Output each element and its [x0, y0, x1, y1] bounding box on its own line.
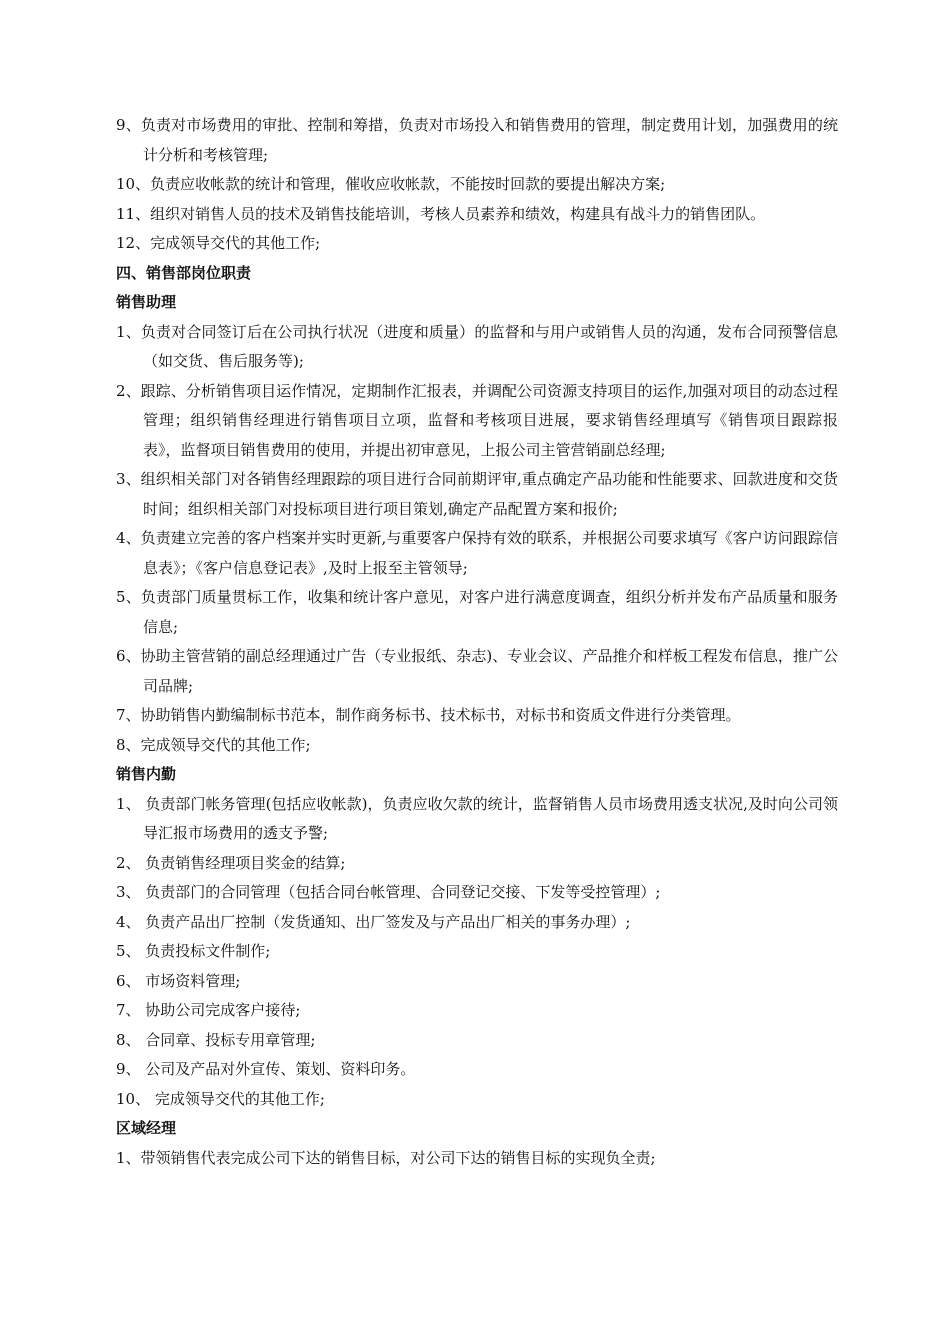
- subsection-heading-sales-clerk: 销售内勤: [116, 765, 177, 783]
- list-item: 11、组织对销售人员的技术及销售技能培训，考核人员素养和绩效，构建具有战斗力的销售团队。: [116, 204, 766, 223]
- list-item: 9、负责对市场费用的审批、控制和筹措，负责对市场投入和销售费用的管理，制定费用计划，加强费用的统计分析和考核管理;: [116, 116, 838, 164]
- subsection-heading-sales-assistant: 销售助理: [116, 293, 177, 311]
- list-item: 5、 负责投标文件制作;: [116, 942, 271, 960]
- list-item: 8、完成领导交代的其他工作;: [116, 735, 311, 754]
- list-item: 5、负责部门质量贯标工作，收集和统计客户意见，对客户进行满意度调查，组织分析并发布产品质量和服务信息;: [116, 588, 838, 636]
- list-item: 9、 公司及产品对外宣传、策划、资料印务。: [116, 1060, 416, 1078]
- list-item: 2、跟踪、分析销售项目运作情况，定期制作汇报表，并调配公司资源支持项目的运作,加强对项目的动态过程管理；组织销售经理进行销售项目立项，监督和考核项目进展，要求销售经理填写《销售项目跟踪报表》，监督项目销售费用的使用，并提出初审意见，上报公司主管营销副总经理;: [116, 381, 838, 459]
- list-item: 6、 市场资料管理;: [116, 971, 241, 990]
- subsection-heading-regional-manager: 区域经理: [116, 1119, 177, 1137]
- list-item: 2、 负责销售经理项目奖金的结算;: [116, 853, 346, 872]
- document-body: [116, 111, 838, 1173]
- section-heading: 四、销售部岗位职责: [116, 263, 252, 282]
- list-item: 4、 负责产品出厂控制（发货通知、出厂签发及与产品出厂相关的事务办理）;: [116, 912, 631, 931]
- list-item: 1、带领销售代表完成公司下达的销售目标，对公司下达的销售目标的实现负全责;: [116, 1148, 656, 1167]
- list-item: 6、协助主管营销的副总经理通过广告（专业报纸、杂志)、专业会议、产品推介和样板工程发布信息，推广公司品牌;: [116, 647, 838, 695]
- list-item: 1、 负责部门帐务管理(包括应收帐款)，负责应收欠款的统计，监督销售人员市场费用透支状况,及时向公司领导汇报市场费用的透支予警;: [116, 794, 838, 842]
- list-item: 10、 完成领导交代的其他工作;: [116, 1089, 325, 1108]
- list-item: 3、 负责部门的合同管理（包括合同台帐管理、合同登记交接、下发等受控管理）;: [116, 883, 661, 901]
- list-item: 7、协助销售内勤编制标书范本，制作商务标书、技术标书，对标书和资质文件进行分类管理。: [116, 706, 741, 724]
- list-item: 1、负责对合同签订后在公司执行状况（进度和质量）的监督和与用户或销售人员的沟通，发布合同预警信息（如交货、售后服务等);: [116, 322, 838, 370]
- list-item: 7、 协助公司完成客户接待;: [116, 1001, 301, 1019]
- list-item: 12、完成领导交代的其他工作;: [116, 234, 321, 252]
- list-item: 4、负责建立完善的客户档案并实时更新,与重要客户保持有效的联系，并根据公司要求填写《客户访问跟踪信息表》；《客户信息登记表》,及时上报至主管领导;: [116, 529, 838, 577]
- list-item: 3、组织相关部门对各销售经理跟踪的项目进行合同前期评审,重点确定产品功能和性能要求、回款进度和交货时间；组织相关部门对投标项目进行项目策划,确定产品配置方案和报价;: [116, 470, 838, 518]
- list-item: 8、 合同章、投标专用章管理;: [116, 1030, 316, 1049]
- list-item: 10、负责应收帐款的统计和管理，催收应收帐款，不能按时回款的要提出解决方案;: [116, 175, 666, 193]
